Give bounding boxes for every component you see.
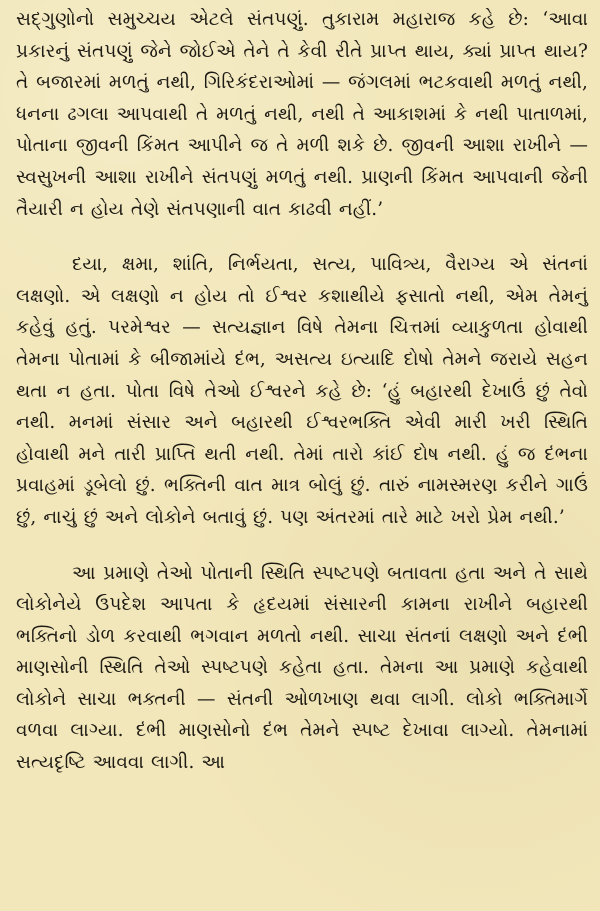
paragraph-3: આ પ્રમાણે તેઓ પોતાની સ્થિતિ સ્પષ્ટપણે બતાવતા હતા અને તે સાથે લોકોનેયે ઉપદેશ આપતા કે હૃદયમાં સંસારની કામના રાખીને બહારથી ભક્તિનો ડોળ કરવાથી ભગવાન મળતો નથી. સાચા સંતનાં લક્ષણો અને દંભી માણસોની સ્થિતિ તેઓ સ્પષ્ટપણે કહેતા હતા. તેમના આ પ્રમાણે કહેવાથી લોકોને સાચા ભક્તની — સંતની ઓળખાણ થવા લાગી. લોકો ભક્તિમાર્ગે વળવા લાગ્યા. દંભી માણસોનો દંભ તેમને સ્પષ્ટ દેખાવા લાગ્યો. તેમનામાં સત્યદૃષ્ટિ આવવા લાગી. આ [16, 562, 588, 774]
paragraph-1: સદ્‌ગુણોનો સમુચ્ચય એટલે સંતપણું. તુકારામ મહારાજ કહે છે: ‘આવા પ્રકારનું સંતપણું જેને જોઈએ તેને તે કેવી રીતે પ્રાપ્ત થાય, ક્યાં પ્રાપ્ત થાય? તે બજારમાં મળતું નથી, ગિરિકંદરાઓમાં — જંગલમાં ભટકવાથી મળતું નથી, ધનના ઢગલા આપવાથી તે મળતું નથી, નથી તે આકાશમાં કે નથી પાતાળમાં, પોતાના જીવની કિંમત આપીને જ તે મળી શકે છે. જીવની આશા રાખીને — સ્વસુખની આશા રાખીને સંતપણું મળતું નથી. પ્રાણની કિંમત આપવાની જેની તૈયારી ન હોય તેણે સંતપણાની વાત કાઢવી નહીં.’ [16, 9, 588, 220]
paragraph-2: દયા, ક્ષમા, શાંતિ, નિર્ભયતા, સત્ય, પાવિત્ર્ય, વૈરાગ્ય એ સંતનાં લક્ષણો. એ લક્ષણો ન હોય તો ઈશ્વર કશાથીયે ફસાતો નથી, એમ તેમનું કહેવું હતું. પરમેશ્વર — સત્યજ્ઞાન વિષે તેમના ચિત્તમાં વ્યાકુળતા હોવાથી તેમના પોતામાં કે બીજામાંયે દંભ, અસત્ય ઇત્યાદિ દોષો તેમને જરાયે સહન થતા ન હતા. પોતા વિષે તેઓ ઈશ્વરને કહે છે: ‘હું બહારથી દેખાઉં છું તેવો નથી. મનમાં સંસાર અને બહારથી ઈશ્વરભક્તિ એવી મારી ખરી સ્થિતિ હોવાથી મને તારી પ્રાપ્તિ થતી નથી. તેમાં તારો કાંઈ દોષ નથી. હું જ દંભના પ્રવાહમાં ડૂબેલો છું. ભક્તિની વાત માત્ર બોલું છું. તારું નામસ્મરણ કરીને ગાઉં છું, નાચું છું અને લોકોને બતાવું છું. પણ અંતરમાં તારે માટે ખરો પ્રેમ નથી.’ [16, 254, 588, 528]
